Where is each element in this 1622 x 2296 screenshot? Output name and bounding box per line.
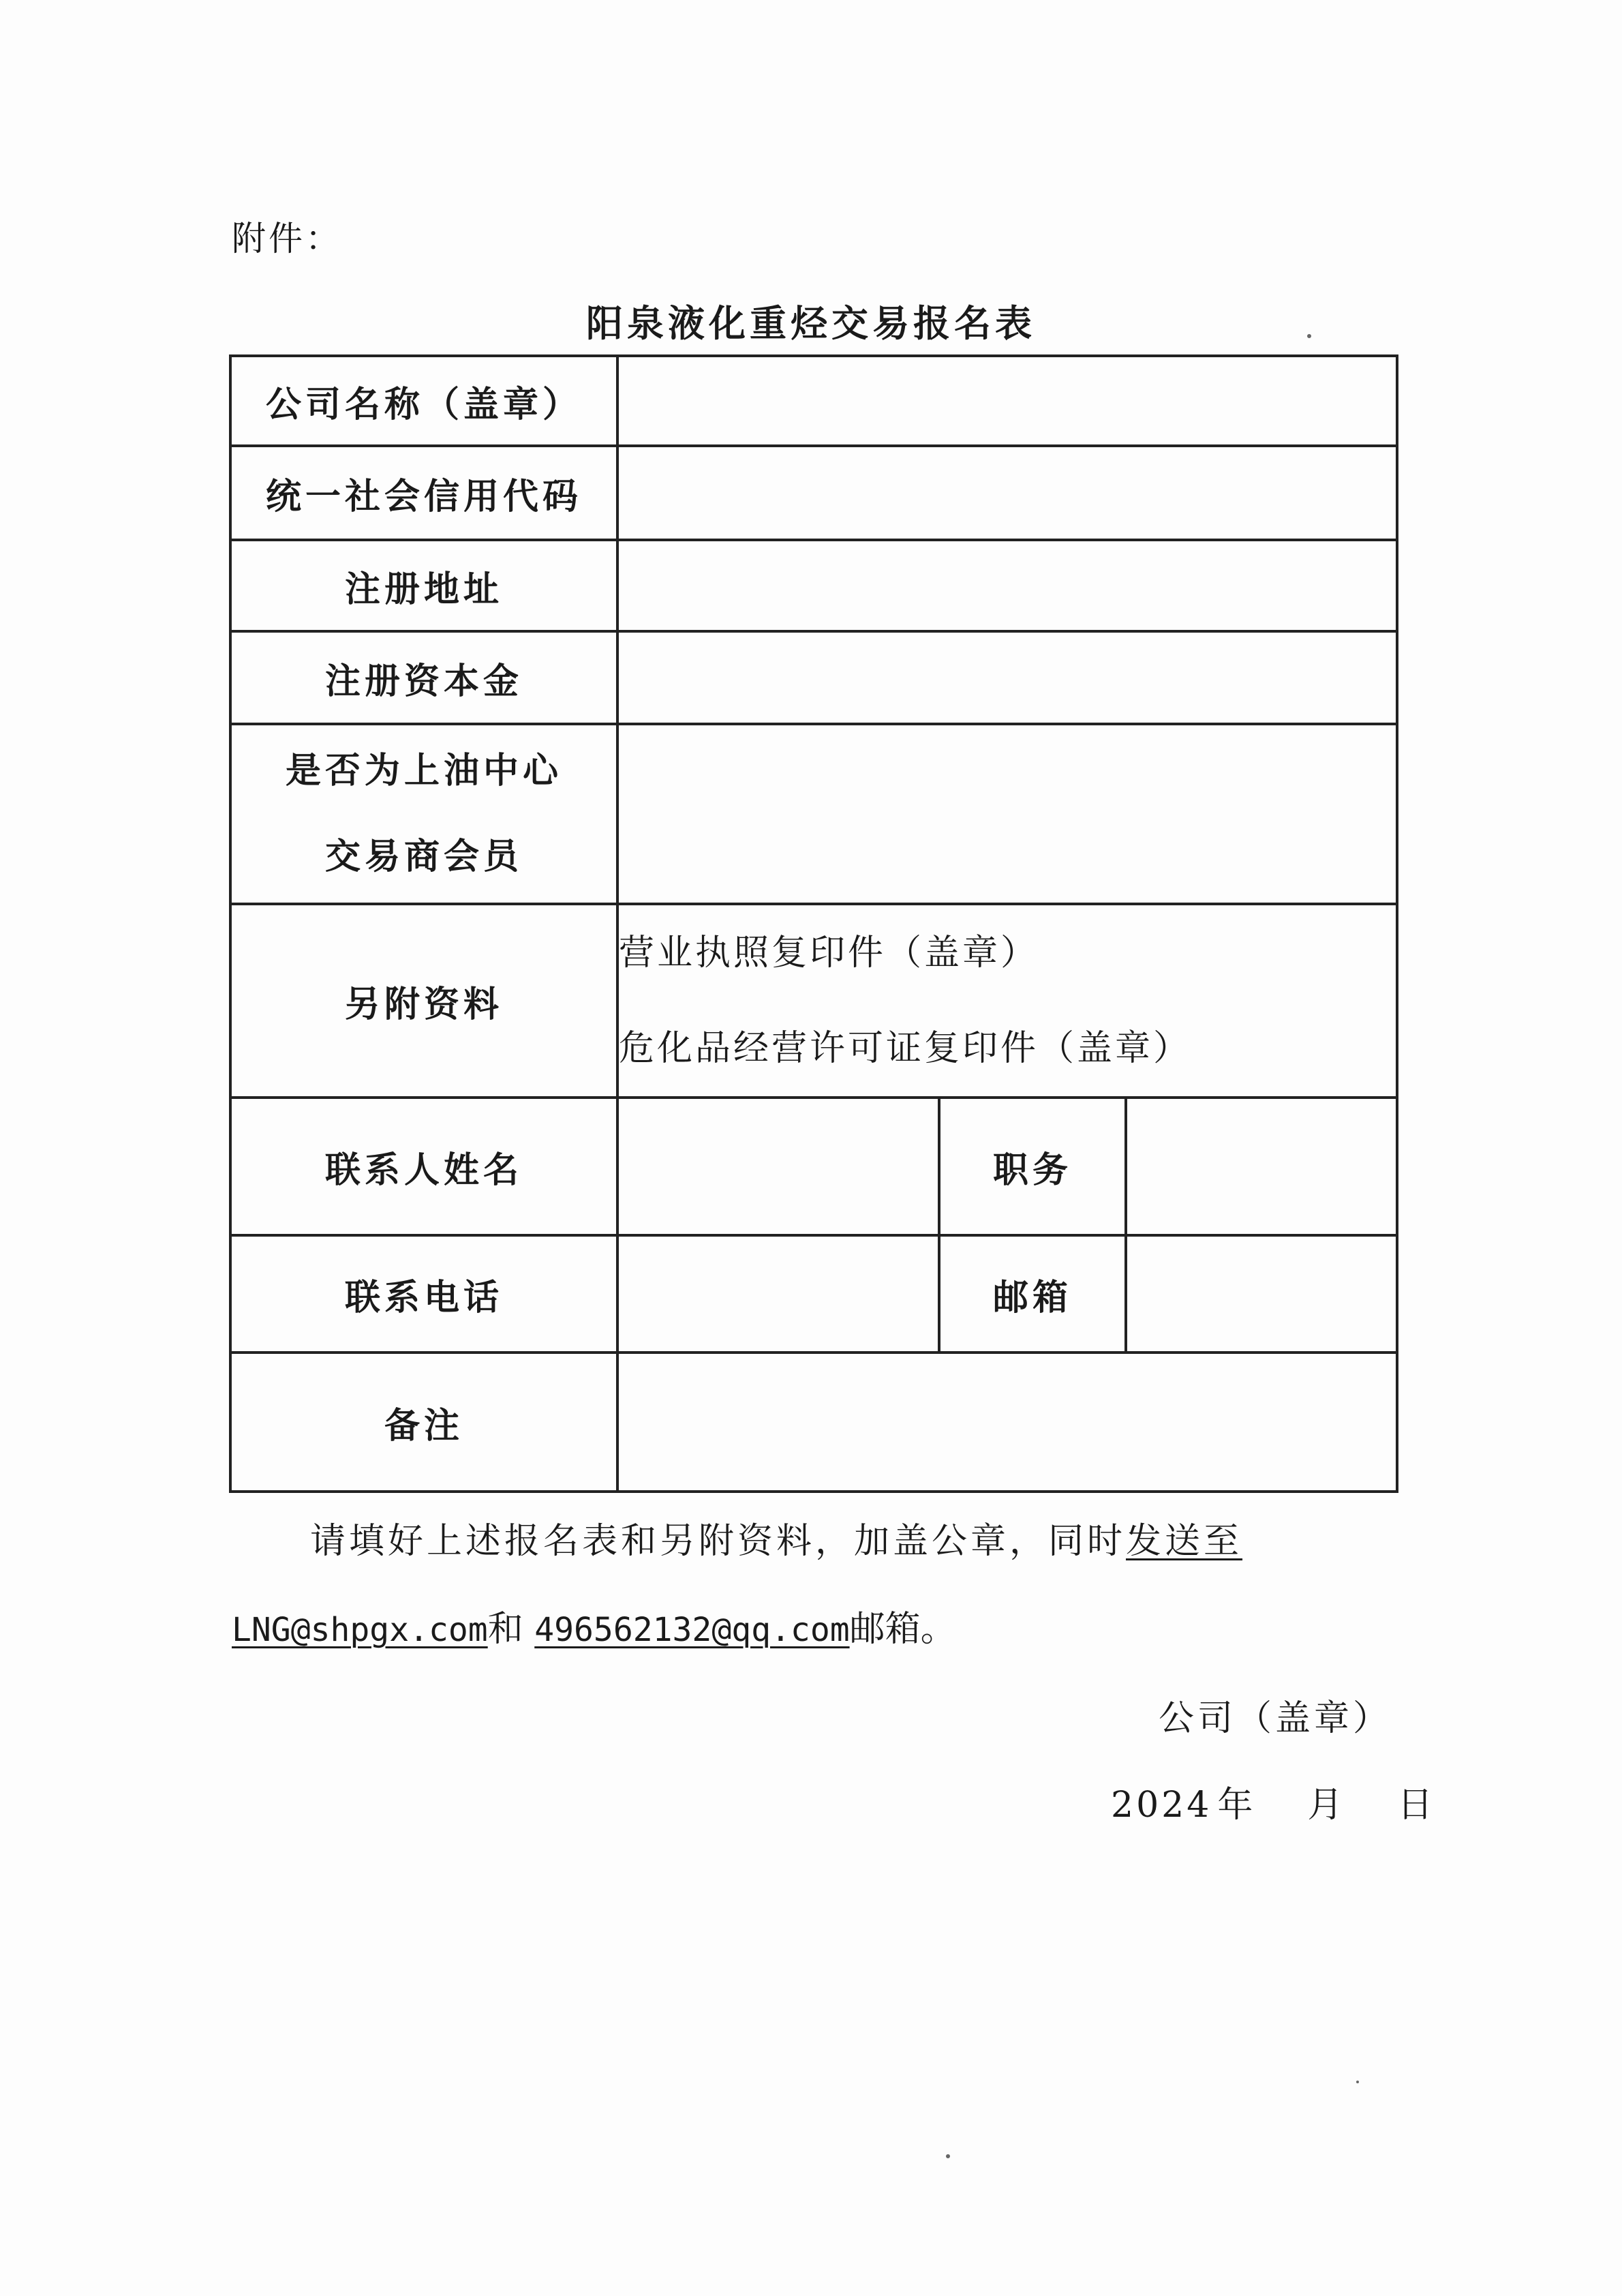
member-label-line1: 是否为上油中心 xyxy=(285,751,562,791)
scan-speck xyxy=(946,2154,950,2158)
reg-capital-field[interactable] xyxy=(617,631,1397,724)
position-field[interactable] xyxy=(1126,1098,1397,1235)
table-row xyxy=(230,540,1397,631)
scan-speck xyxy=(1307,334,1311,338)
extra-docs-label: 另附资料 xyxy=(230,904,617,1098)
phone-field[interactable] xyxy=(617,1235,939,1353)
contact-name-field[interactable] xyxy=(617,1098,939,1235)
email-line xyxy=(232,1600,956,1651)
email-link-secondary[interactable]: 496562132@qq.com xyxy=(534,1611,850,1649)
phone-label: 联系电话 xyxy=(230,1235,617,1353)
date-day-unit: 日 xyxy=(1397,1785,1436,1826)
reg-capital-label: 注册资本金 xyxy=(230,631,617,724)
table-row xyxy=(230,631,1397,724)
reg-address-label: 注册地址 xyxy=(230,540,617,631)
member-field[interactable] xyxy=(617,724,1397,904)
remarks-field[interactable] xyxy=(617,1353,1397,1492)
extra-docs-list xyxy=(617,904,1397,1098)
contact-name-label: 联系人姓名 xyxy=(230,1098,617,1235)
table-row xyxy=(230,724,1397,904)
credit-code-field[interactable] xyxy=(617,446,1397,540)
date-month-unit: 月 xyxy=(1307,1785,1346,1826)
reg-address-field[interactable] xyxy=(617,540,1397,631)
registration-form-table xyxy=(229,354,1398,1493)
table-row xyxy=(230,1353,1397,1492)
member-label-line2: 交易商会员 xyxy=(324,836,523,877)
table-row xyxy=(230,1098,1397,1235)
company-name-label: 公司名称（盖章） xyxy=(230,356,617,446)
scan-speck xyxy=(1356,2081,1359,2083)
form-title: 阳泉液化重烃交易报名表 xyxy=(586,302,1036,345)
instruction-line xyxy=(310,1512,1242,1563)
email-and: 和 xyxy=(487,1609,523,1650)
remarks-label: 备注 xyxy=(230,1353,617,1492)
attachment-label: 附件： xyxy=(232,219,342,258)
company-name-field[interactable] xyxy=(617,356,1397,446)
email-field[interactable] xyxy=(1126,1235,1397,1353)
position-label: 职务 xyxy=(939,1098,1126,1235)
table-row xyxy=(230,356,1397,446)
extra-doc-item: 危化品经营许可证复印件（盖章） xyxy=(619,1028,1192,1069)
table-row xyxy=(230,904,1397,1098)
date-year-unit: 年 xyxy=(1217,1785,1256,1826)
date-line xyxy=(1111,1776,1441,1827)
instruction-send-to: 发送至 xyxy=(1126,1521,1243,1562)
email-link-primary[interactable]: LNG@shpgx.com xyxy=(232,1611,488,1649)
date-year: 2024 xyxy=(1111,1785,1212,1826)
company-seal-text: 公司（盖章） xyxy=(1159,1698,1392,1739)
credit-code-label: 统一社会信用代码 xyxy=(230,446,617,540)
instruction-text: 请填好上述报名表和另附资料，加盖公章，同时 xyxy=(310,1521,1127,1562)
table-row xyxy=(230,1235,1397,1353)
member-label xyxy=(230,724,617,904)
extra-doc-item: 营业执照复印件（盖章） xyxy=(619,933,1039,973)
table-row xyxy=(230,446,1397,540)
email-label: 邮箱 xyxy=(939,1235,1126,1353)
email-suffix: 邮箱。 xyxy=(849,1609,956,1650)
